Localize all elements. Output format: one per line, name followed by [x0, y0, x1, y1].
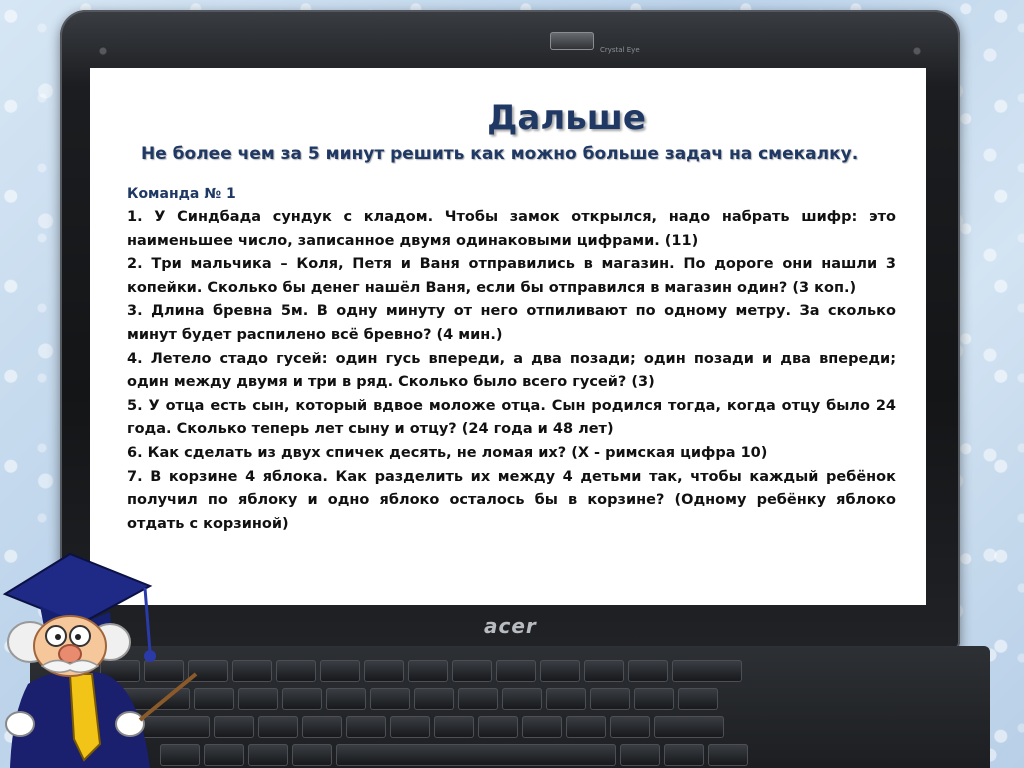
webcam-label: Crystal Eye [600, 46, 640, 54]
screw-left [98, 46, 108, 56]
page-title: Дальше [487, 98, 646, 138]
task-item: 3. Длина бревна 5м. В одну минуту от него отпиливают по одному метру. За сколько минут будет распилено всё бревно? (4 мин.) [127, 303, 896, 343]
screw-right [912, 46, 922, 56]
task-item: 6. Как сделать из двух спичек десять, не ломая их? (Х - римская цифра 10) [127, 444, 768, 461]
task-item: 1. У Синдбада сундук с кладом. Чтобы замок открылся, надо набрать шифр: это наименьшее число, записанное двумя одинаковыми цифрами. (11) [127, 209, 896, 249]
laptop-screen [90, 68, 926, 605]
key-row [160, 744, 748, 766]
team-label: Команда № 1 [127, 186, 236, 202]
webcam-icon [550, 32, 594, 50]
brand-logo: acer [484, 614, 537, 638]
task-item: 2. Три мальчика – Коля, Петя и Ваня отправились в магазин. По дороге они нашли 3 копейки. Сколько бы денег нашёл Ваня, если бы отправился в магазин один? (3 коп.) [127, 256, 896, 296]
professor-character-icon [0, 524, 200, 768]
task-item: 4. Летело стадо гусей: один гусь впереди, а два позади; один позади и два впереди; один между двумя и три в ряд. Сколько было всего гусей? (3) [127, 350, 896, 391]
task-list [127, 206, 896, 536]
key-row [120, 688, 718, 710]
task-item: 7. В корзине 4 яблока. Как разделить их между 4 детьми так, чтобы каждый ребёнок получил по яблоку и одно яблоко осталось бы в корзине? (Одному ребёнку яблоко отдать с корзиной) [127, 468, 896, 532]
task-item: 5. У отца есть сын, который вдвое моложе отца. Сын родился тогда, когда отцу было 24 года. Сколько теперь лет сыну и отцу? (24 года и 48 лет) [127, 397, 896, 438]
subtitle: Не более чем за 5 минут решить как можно больше задач на смекалку. [141, 144, 859, 164]
key-row [140, 716, 724, 738]
